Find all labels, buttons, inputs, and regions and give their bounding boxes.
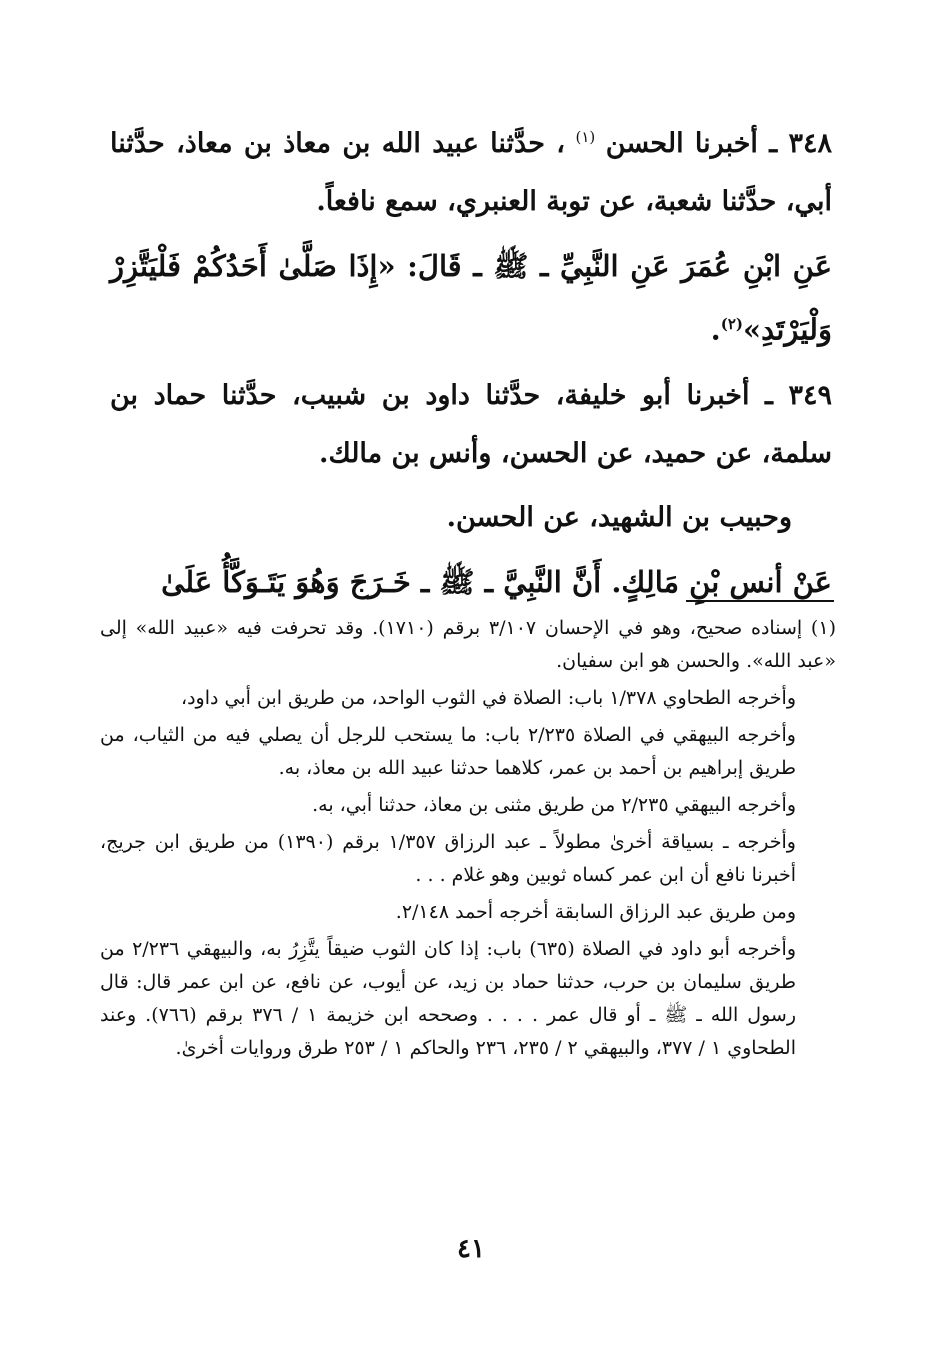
footnote-paragraph: وأخرجه ـ بسياقة أخرىٰ مطولاً ـ عبد الرزاق ١/٣٥٧ برقم (١٣٩٠) من طريق ابن جريج، أخبرنا نافع أن ابن عمر كساه ثوبين وهو غلام . . . [100,831,796,886]
footnote-paragraph: وأخرجه الطحاوي ١/٣٧٨ باب: الصلاة في الثوب الواحد، من طريق ابن أبي داود، [180,687,796,709]
footnote-paragraph: وأخرجه البيهقي في الصلاة ٢/٢٣٥ باب: ما يستحب للرجل أن يصلي فيه من الثياب، من طريق إبراهيم بن أحمد بن عمر، كلاهما حدثنا عبيد الله بن معاذ، به. [100,724,796,779]
footnote-paragraph: وأخرجه أبو داود في الصلاة (٦٣٥) باب: إذا كان الثوب ضيقاً يتَّزِرُ به، والبيهقي ٢/٢٣٦ من طريق سليمان بن حرب، حدثنا حماد بن زيد، عن أيوب، عن نافع، عن ابن عمر قال: قال رسول الله ـ ﷺ ـ أو قال عمر . . . . وصححه ابن خزيمة ١ / ٣٧٦ برقم (٧٦٦). وعند الطحاوي ١ / ٣٧٧، والبيهقي ٢ / ٢٣٥، ٢٣٦ والحاكم ١ / ٢٥٣ طرق وروايات أخرىٰ. [100,938,796,1059]
footnote-paragraph: وأخرجه البيهقي ٢/٢٣٥ من طريق مثنى بن معاذ، حدثنا أبي، به. [312,794,796,816]
matn-348-end: . [710,312,721,347]
isnad-349-text-2: وحبيب بن الشهيد، عن الحسن. [446,501,792,533]
footnote-paragraph: ومن طريق عبد الرزاق السابقة أخرجه أحمد ٢/١٤٨. [395,901,796,923]
hadith-349-isnad-2 [110,489,832,547]
hadith-349-isnad [110,367,832,483]
footnote-1: (١) إسناده صحيح، وهو في الإحسان ٣/١٠٧ برقم (١٧١٠). وقد تحرفت فيه «عبيد الله» إلى «عبد الله». والحسن هو ابن سفيان. [100,617,836,672]
page-number: ٤١ [457,1234,485,1264]
hadith-348-matn [110,237,832,359]
main-text [110,108,832,619]
isnad-348-start: ٣٤٨ ـ أخبرنا الحسن [605,128,833,159]
hadith-349-matn: عَنْ أنس بْنِ مَالِكٍ. أَنَّ النَّبِيَّ ـ ﷺ ـ خَـرَجَ وَهُوَ يَتَـوَكَّأُ عَلَىٰ [161,564,832,599]
matn-348-text: عَنِ ابْنِ عُمَرَ عَنِ النَّبِيِّ ـ ﷺ ـ قَالَ: «إِذَا صَلَّىٰ أَحَدُكُمْ فَلْيَتَّزِرْ وَلْيَرْتَدِ» [110,249,832,347]
footnotes [100,612,836,1069]
footnote-ref-2: (٢) [720,315,743,333]
isnad-348-rest: ، حدَّثنا عبيد الله بن معاذ بن معاذ، حدَّثنا أبي، حدَّثنا شعبة، عن توبة العنبري، سمع نافعاً. [110,128,832,217]
footnote-divider [686,600,834,602]
footnote-ref-1: (١) [575,128,596,146]
isnad-349-text: ٣٤٩ ـ أخبرنا أبو خليفة، حدَّثنا داود بن شبيب، حدَّثنا حماد بن سلمة، عن حميد، عن الحسن، وأنس بن مالك. [110,379,832,469]
hadith-348-isnad [110,108,832,231]
